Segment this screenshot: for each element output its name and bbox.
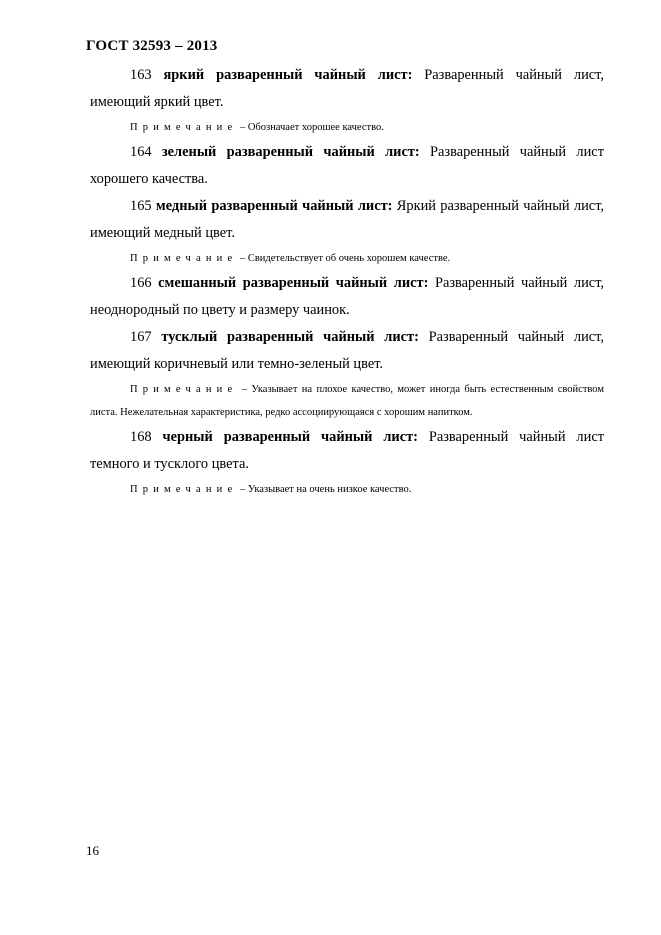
page-number: 16 bbox=[86, 843, 99, 858]
term-definition: Разваренный чайный лист, имеющий яркий цвет. bbox=[90, 67, 604, 110]
term-definition: Разваренный чайный лист, неоднородный по цвету и размеру чаинок. bbox=[90, 275, 604, 318]
term-number: 167 bbox=[130, 329, 152, 345]
note-165 bbox=[90, 247, 604, 270]
note-text: – Обозначает хорошее качество. bbox=[237, 122, 384, 133]
note-label: Примечание bbox=[130, 484, 238, 495]
term-definition: Разваренный чайный лист темного и тусклого цвета. bbox=[90, 429, 604, 472]
term-number: 164 bbox=[130, 144, 152, 160]
term-name: смешанный разваренный чайный лист: bbox=[158, 275, 429, 291]
term-name: зеленый разваренный чайный лист: bbox=[161, 144, 420, 160]
note-167 bbox=[90, 378, 604, 424]
term-name: яркий разваренный чайный лист: bbox=[163, 67, 413, 83]
note-163 bbox=[90, 116, 604, 139]
term-entry-163 bbox=[90, 62, 604, 116]
term-number: 168 bbox=[130, 429, 152, 445]
document-body bbox=[90, 62, 604, 501]
term-name: черный разваренный чайный лист: bbox=[162, 429, 418, 445]
note-text: – Указывает на очень низкое качество. bbox=[237, 484, 412, 495]
note-label: Примечание bbox=[130, 122, 238, 133]
note-label: Примечание bbox=[130, 253, 238, 264]
term-entry-168 bbox=[90, 424, 604, 478]
term-entry-166 bbox=[90, 270, 604, 324]
note-text: – Свидетельствует об очень хорошем качестве. bbox=[237, 253, 451, 264]
term-number: 166 bbox=[130, 275, 152, 291]
term-entry-167 bbox=[90, 324, 604, 378]
term-entry-164 bbox=[90, 139, 604, 193]
note-label: Примечание bbox=[130, 384, 238, 395]
term-number: 163 bbox=[130, 67, 152, 83]
term-entry-165 bbox=[90, 193, 604, 247]
term-definition: Яркий разваренный чайный лист, имеющий медный цвет. bbox=[90, 198, 604, 241]
note-text: – Указывает на плохое качество, может иногда быть естественным свойством листа. Нежелательная характеристика, редко ассоциирующаяся с хорошим напитком. bbox=[90, 384, 604, 418]
term-definition: Разваренный чайный лист хорошего качества. bbox=[90, 144, 604, 187]
term-name: тусклый разваренный чайный лист: bbox=[161, 329, 419, 345]
note-168 bbox=[90, 478, 604, 501]
term-number: 165 bbox=[130, 198, 152, 214]
term-definition: Разваренный чайный лист, имеющий коричневый или темно-зеленый цвет. bbox=[90, 329, 604, 372]
document-header: ГОСТ 32593 – 2013 bbox=[86, 38, 218, 54]
term-name: медный разваренный чайный лист: bbox=[155, 198, 393, 214]
